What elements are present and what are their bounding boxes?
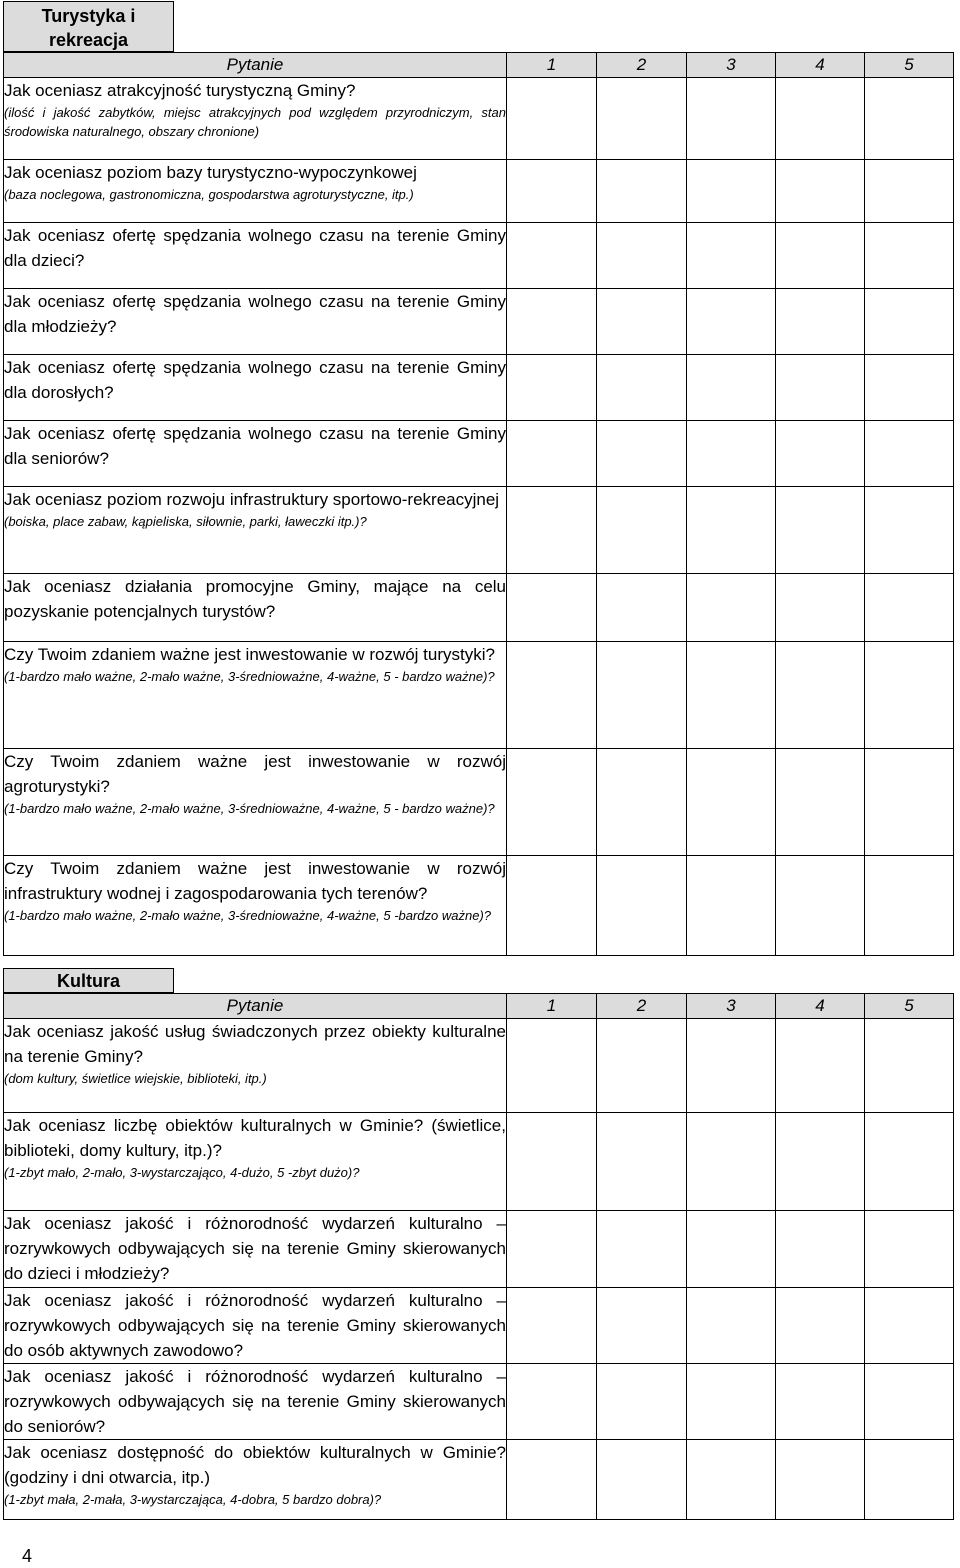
score-3-cell[interactable] bbox=[687, 355, 776, 421]
score-5-cell[interactable] bbox=[865, 355, 954, 421]
question-text: Jak oceniasz poziom rozwoju infrastruktury sportowo-rekreacyjnej bbox=[4, 490, 500, 509]
col-score-5: 5 bbox=[865, 53, 954, 78]
score-1-cell[interactable] bbox=[507, 78, 597, 160]
table-row bbox=[4, 574, 954, 642]
score-5-cell[interactable] bbox=[865, 78, 954, 160]
col-question: Pytanie bbox=[4, 994, 507, 1019]
question-text: Jak oceniasz jakość i różnorodność wydarzeń kulturalno – rozrywkowych odbywających się na terenie Gminy skierowanych do seniorów? bbox=[4, 1367, 506, 1436]
score-2-cell[interactable] bbox=[597, 856, 687, 956]
col-score-4: 4 bbox=[776, 53, 865, 78]
score-3-cell[interactable] bbox=[687, 1288, 776, 1364]
score-1-cell[interactable] bbox=[507, 1288, 597, 1364]
score-3-cell[interactable] bbox=[687, 223, 776, 289]
score-1-cell[interactable] bbox=[507, 421, 597, 487]
score-2-cell[interactable] bbox=[597, 289, 687, 355]
score-5-cell[interactable] bbox=[865, 574, 954, 642]
question-cell bbox=[4, 574, 507, 642]
question-text: Jak oceniasz ofertę spędzania wolnego czasu na terenie Gminy dla dorosłych? bbox=[4, 358, 506, 402]
score-2-cell[interactable] bbox=[597, 749, 687, 856]
score-5-cell[interactable] bbox=[865, 223, 954, 289]
col-score-1: 1 bbox=[507, 53, 597, 78]
question-cell bbox=[4, 223, 507, 289]
score-5-cell[interactable] bbox=[865, 1288, 954, 1364]
question-cell bbox=[4, 1113, 507, 1211]
question-text: Czy Twoim zdaniem ważne jest inwestowanie w rozwój infrastruktury wodnej i zagospodarowania tych terenów? bbox=[4, 859, 506, 903]
score-2-cell[interactable] bbox=[597, 1113, 687, 1211]
score-4-cell[interactable] bbox=[776, 487, 865, 574]
col-score-3: 3 bbox=[687, 994, 776, 1019]
table-row bbox=[4, 487, 954, 574]
score-5-cell[interactable] bbox=[865, 487, 954, 574]
score-5-cell[interactable] bbox=[865, 1113, 954, 1211]
score-3-cell[interactable] bbox=[687, 574, 776, 642]
score-2-cell[interactable] bbox=[597, 574, 687, 642]
question-text: Czy Twoim zdaniem ważne jest inwestowanie w rozwój turystyki? bbox=[4, 645, 495, 664]
score-3-cell[interactable] bbox=[687, 749, 776, 856]
score-5-cell[interactable] bbox=[865, 160, 954, 223]
table-row bbox=[4, 223, 954, 289]
score-3-cell[interactable] bbox=[687, 1440, 776, 1520]
col-score-4: 4 bbox=[776, 994, 865, 1019]
question-note: (dom kultury, świetlice wiejskie, biblioteki, itp.) bbox=[4, 1071, 267, 1086]
score-1-cell[interactable] bbox=[507, 1019, 597, 1113]
score-5-cell[interactable] bbox=[865, 421, 954, 487]
col-score-2: 2 bbox=[597, 53, 687, 78]
question-note: (1-zbyt mała, 2-mała, 3-wystarczająca, 4-dobra, 5 bardzo dobra)? bbox=[4, 1492, 382, 1507]
score-1-cell[interactable] bbox=[507, 574, 597, 642]
score-1-cell[interactable] bbox=[507, 749, 597, 856]
score-2-cell[interactable] bbox=[597, 223, 687, 289]
score-1-cell[interactable] bbox=[507, 1211, 597, 1288]
question-text: Jak oceniasz jakość i różnorodność wydarzeń kulturalno – rozrywkowych odbywających się na terenie Gminy skierowanych do osób aktywnych zawodowo? bbox=[4, 1291, 506, 1360]
question-note: (boiska, place zabaw, kąpieliska, siłownie, parki, ławeczki itp.)? bbox=[4, 514, 367, 529]
score-1-cell[interactable] bbox=[507, 487, 597, 574]
question-text: Czy Twoim zdaniem ważne jest inwestowanie w rozwój agroturystyki? bbox=[4, 752, 506, 796]
question-cell bbox=[4, 1019, 507, 1113]
score-4-cell[interactable] bbox=[776, 1019, 865, 1113]
question-cell bbox=[4, 160, 507, 223]
table-row bbox=[4, 1364, 954, 1440]
question-cell bbox=[4, 1211, 507, 1288]
question-text: Jak oceniasz jakość i różnorodność wydarzeń kulturalno – rozrywkowych odbywających się na terenie Gminy skierowanych do dzieci i młodzieży? bbox=[4, 1214, 506, 1283]
table-row bbox=[4, 1211, 954, 1288]
question-cell bbox=[4, 1288, 507, 1364]
score-5-cell[interactable] bbox=[865, 856, 954, 956]
col-score-1: 1 bbox=[507, 994, 597, 1019]
score-2-cell[interactable] bbox=[597, 78, 687, 160]
question-text: Jak oceniasz ofertę spędzania wolnego czasu na terenie Gminy dla seniorów? bbox=[4, 424, 506, 468]
score-4-cell[interactable] bbox=[776, 78, 865, 160]
header-row bbox=[4, 994, 954, 1019]
score-1-cell[interactable] bbox=[507, 1364, 597, 1440]
table-row bbox=[4, 1113, 954, 1211]
header-row bbox=[4, 53, 954, 78]
question-text: Jak oceniasz działania promocyjne Gminy, mające na celu pozyskanie potencjalnych turystów? bbox=[4, 577, 506, 621]
score-1-cell[interactable] bbox=[507, 1113, 597, 1211]
question-note: (ilość i jakość zabytków, miejsc atrakcyjnych pod względem przyrodniczym, stan środowiska naturalnego, obszary chronione) bbox=[4, 105, 506, 139]
question-cell bbox=[4, 289, 507, 355]
score-3-cell[interactable] bbox=[687, 421, 776, 487]
score-4-cell[interactable] bbox=[776, 856, 865, 956]
culture-table bbox=[3, 993, 954, 1520]
score-4-cell[interactable] bbox=[776, 421, 865, 487]
question-text: Jak oceniasz poziom bazy turystyczno-wypoczynkowej bbox=[4, 163, 417, 182]
table-row bbox=[4, 1440, 954, 1520]
score-5-cell[interactable] bbox=[865, 1019, 954, 1113]
score-2-cell[interactable] bbox=[597, 355, 687, 421]
score-2-cell[interactable] bbox=[597, 421, 687, 487]
page-number: 4 bbox=[22, 1546, 33, 1566]
table-row bbox=[4, 856, 954, 956]
culture-rows bbox=[4, 1019, 954, 1520]
question-note: (1-zbyt mało, 2-mało, 3-wystarczająco, 4-dużo, 5 -zbyt dużo)? bbox=[4, 1165, 360, 1180]
score-4-cell[interactable] bbox=[776, 1211, 865, 1288]
score-4-cell[interactable] bbox=[776, 160, 865, 223]
score-2-cell[interactable] bbox=[597, 1364, 687, 1440]
score-4-cell[interactable] bbox=[776, 1364, 865, 1440]
score-3-cell[interactable] bbox=[687, 856, 776, 956]
score-1-cell[interactable] bbox=[507, 223, 597, 289]
score-5-cell[interactable] bbox=[865, 1440, 954, 1520]
table-row bbox=[4, 421, 954, 487]
score-2-cell[interactable] bbox=[597, 642, 687, 749]
question-cell bbox=[4, 355, 507, 421]
score-3-cell[interactable] bbox=[687, 1364, 776, 1440]
question-text: Jak oceniasz liczbę obiektów kulturalnych w Gminie? (świetlice, biblioteki, domy kultury, itp.)? bbox=[4, 1116, 506, 1160]
score-3-cell[interactable] bbox=[687, 289, 776, 355]
table-row bbox=[4, 355, 954, 421]
section-title-culture: Kultura bbox=[3, 968, 174, 993]
col-score-3: 3 bbox=[687, 53, 776, 78]
score-1-cell[interactable] bbox=[507, 160, 597, 223]
question-note: (baza noclegowa, gastronomiczna, gospodarstwa agroturystyczne, itp.) bbox=[4, 187, 414, 202]
score-4-cell[interactable] bbox=[776, 355, 865, 421]
question-cell bbox=[4, 642, 507, 749]
score-5-cell[interactable] bbox=[865, 289, 954, 355]
question-text: Jak oceniasz jakość usług świadczonych przez obiekty kulturalne na terenie Gminy? bbox=[4, 1022, 506, 1066]
score-2-cell[interactable] bbox=[597, 1440, 687, 1520]
question-text: Jak oceniasz ofertę spędzania wolnego czasu na terenie Gminy dla młodzieży? bbox=[4, 292, 506, 336]
question-cell bbox=[4, 1364, 507, 1440]
table-row bbox=[4, 160, 954, 223]
score-4-cell[interactable] bbox=[776, 749, 865, 856]
score-2-cell[interactable] bbox=[597, 1019, 687, 1113]
score-5-cell[interactable] bbox=[865, 642, 954, 749]
table-row bbox=[4, 749, 954, 856]
score-5-cell[interactable] bbox=[865, 749, 954, 856]
score-3-cell[interactable] bbox=[687, 642, 776, 749]
score-1-cell[interactable] bbox=[507, 856, 597, 956]
score-3-cell[interactable] bbox=[687, 1211, 776, 1288]
score-2-cell[interactable] bbox=[597, 160, 687, 223]
question-cell bbox=[4, 749, 507, 856]
table-row bbox=[4, 78, 954, 160]
tourism-table bbox=[3, 52, 954, 956]
score-3-cell[interactable] bbox=[687, 487, 776, 574]
score-5-cell[interactable] bbox=[865, 1211, 954, 1288]
question-note: (1-bardzo mało ważne, 2-mało ważne, 3-średnioważne, 4-ważne, 5 - bardzo ważne)? bbox=[4, 801, 495, 816]
score-3-cell[interactable] bbox=[687, 1113, 776, 1211]
question-cell bbox=[4, 78, 507, 160]
question-cell bbox=[4, 421, 507, 487]
section-title-tourism: Turystyka i rekreacja bbox=[3, 1, 174, 52]
score-4-cell[interactable] bbox=[776, 574, 865, 642]
score-2-cell[interactable] bbox=[597, 487, 687, 574]
score-4-cell[interactable] bbox=[776, 642, 865, 749]
score-4-cell[interactable] bbox=[776, 1113, 865, 1211]
score-1-cell[interactable] bbox=[507, 355, 597, 421]
question-text: Jak oceniasz ofertę spędzania wolnego czasu na terenie Gminy dla dzieci? bbox=[4, 226, 506, 270]
table-row bbox=[4, 289, 954, 355]
score-4-cell[interactable] bbox=[776, 1440, 865, 1520]
question-note: (1-bardzo mało ważne, 2-mało ważne, 3-średnioważne, 4-ważne, 5 - bardzo ważne)? bbox=[4, 669, 495, 684]
score-1-cell[interactable] bbox=[507, 289, 597, 355]
table-row bbox=[4, 1019, 954, 1113]
score-3-cell[interactable] bbox=[687, 160, 776, 223]
tourism-rows bbox=[4, 78, 954, 956]
score-3-cell[interactable] bbox=[687, 78, 776, 160]
question-cell bbox=[4, 487, 507, 574]
score-4-cell[interactable] bbox=[776, 223, 865, 289]
col-score-5: 5 bbox=[865, 994, 954, 1019]
question-text: Jak oceniasz dostępność do obiektów kulturalnych w Gminie? (godziny i dni otwarcia, itp.) bbox=[4, 1443, 506, 1487]
score-2-cell[interactable] bbox=[597, 1288, 687, 1364]
col-score-2: 2 bbox=[597, 994, 687, 1019]
score-1-cell[interactable] bbox=[507, 642, 597, 749]
table-row bbox=[4, 1288, 954, 1364]
score-4-cell[interactable] bbox=[776, 1288, 865, 1364]
score-5-cell[interactable] bbox=[865, 1364, 954, 1440]
score-3-cell[interactable] bbox=[687, 1019, 776, 1113]
table-row bbox=[4, 642, 954, 749]
score-4-cell[interactable] bbox=[776, 289, 865, 355]
question-cell bbox=[4, 856, 507, 956]
score-2-cell[interactable] bbox=[597, 1211, 687, 1288]
col-question: Pytanie bbox=[4, 53, 507, 78]
question-note: (1-bardzo mało ważne, 2-mało ważne, 3-średnioważne, 4-ważne, 5 -bardzo ważne)? bbox=[4, 908, 492, 923]
question-cell bbox=[4, 1440, 507, 1520]
question-text: Jak oceniasz atrakcyjność turystyczną Gminy? bbox=[4, 81, 356, 100]
score-1-cell[interactable] bbox=[507, 1440, 597, 1520]
